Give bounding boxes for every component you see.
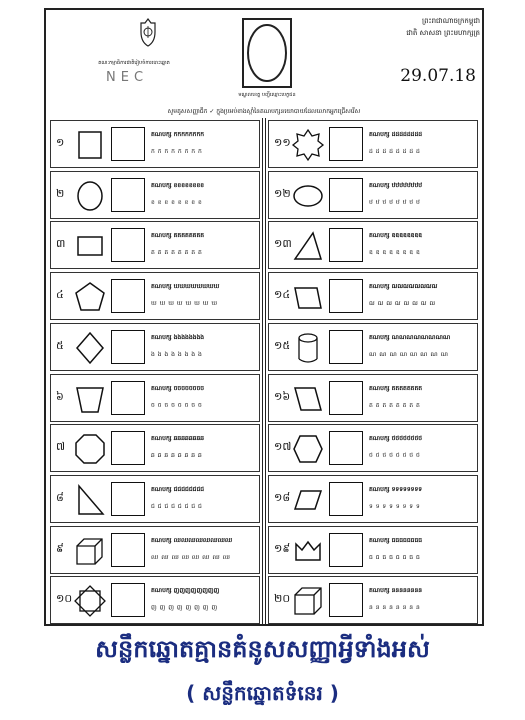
quad-icon — [291, 382, 325, 416]
cell-number: ៥ — [56, 339, 64, 352]
cell-number: ១៩ — [274, 542, 291, 555]
vote-checkbox[interactable] — [329, 583, 363, 617]
vote-checkbox[interactable] — [111, 482, 145, 516]
ballot-cell — [268, 576, 478, 624]
cell-number: ១២ — [274, 187, 291, 200]
parallelogram-icon — [291, 280, 325, 314]
party-name: គណបក្ស ងងងងងងងង — [151, 334, 205, 341]
cell-number: ៣ — [56, 237, 66, 250]
cell-number: ៨ — [56, 491, 64, 504]
ballot-cell — [50, 323, 260, 371]
cell-number: ១៣ — [274, 237, 292, 250]
box3d-icon — [291, 584, 325, 618]
vote-checkbox[interactable] — [111, 279, 145, 313]
vote-checkbox[interactable] — [329, 279, 363, 313]
ballot-cell — [50, 272, 260, 320]
candidate-names: ធ ធ ធ ធ ធ ធ ធ ធ — [369, 554, 421, 561]
cell-number: ៦ — [56, 390, 64, 403]
party-name: គណបក្ស ណណណណណណណណ — [369, 334, 451, 341]
ballot-cell — [50, 120, 260, 168]
column-divider — [262, 118, 266, 626]
candidate-names: ត ត ត ត ត ត ត ត — [369, 402, 421, 409]
vote-checkbox[interactable] — [111, 178, 145, 212]
candidate-names: ឆ ឆ ឆ ឆ ឆ ឆ ឆ ឆ — [151, 452, 203, 459]
candidate-names: ដ ដ ដ ដ ដ ដ ដ ដ — [369, 148, 421, 155]
vote-checkbox[interactable] — [329, 482, 363, 516]
square-icon — [73, 128, 107, 162]
ballot-cell — [268, 120, 478, 168]
candidate-names: ណ ណ ណ ណ ណ ណ ណ ណ — [369, 351, 449, 358]
circle-icon — [73, 179, 107, 213]
party-name: គណបក្ស ទទទទទទទទ — [369, 486, 423, 493]
party-name: គណបក្ស គគគគគគគគ — [151, 232, 205, 239]
cell-number: ១៦ — [274, 390, 291, 403]
candidate-names: គ គ គ គ គ គ គ គ — [151, 249, 203, 256]
ballot-cell — [268, 272, 478, 320]
ballot-cell — [50, 171, 260, 219]
candidate-names: ឍ ឍ ឍ ឍ ឍ ឍ ឍ ឍ — [369, 300, 436, 307]
cell-number: ១៨ — [274, 491, 291, 504]
party-name: គណបក្ស ឈឈឈឈឈឈឈឈ — [151, 537, 233, 544]
candidate-names: ក ក ក ក ក ក ក ក — [151, 148, 203, 155]
candidate-names: ខ ខ ខ ខ ខ ខ ខ ខ — [151, 199, 203, 206]
party-name: គណបក្ស នននននននន — [369, 587, 423, 594]
vote-checkbox[interactable] — [329, 381, 363, 415]
diamond-icon — [73, 331, 107, 365]
cell-number: ២០ — [274, 592, 291, 605]
cube-icon — [73, 534, 107, 568]
cell-number: ២ — [56, 187, 65, 200]
candidate-grid — [46, 118, 482, 626]
vote-checkbox[interactable] — [329, 228, 363, 262]
ballot-cell — [268, 374, 478, 422]
vote-checkbox[interactable] — [329, 330, 363, 364]
candidate-names: ឈ ឈ ឈ ឈ ឈ ឈ ឈ ឈ — [151, 554, 231, 561]
hexagon-icon — [291, 432, 325, 466]
candidate-names: ទ ទ ទ ទ ទ ទ ទ ទ — [369, 503, 421, 510]
vote-checkbox[interactable] — [111, 127, 145, 161]
ballot-cell — [50, 475, 260, 523]
ballot-cell — [268, 424, 478, 472]
party-name: គណបក្ស តតតតតតតត — [369, 385, 423, 392]
ballot-header — [46, 10, 482, 115]
right-triangle-icon — [73, 483, 107, 517]
party-name: គណបក្ស ខខខខខខខខ — [151, 182, 205, 189]
cell-number: ១១ — [274, 136, 291, 149]
cell-number: ១៤ — [274, 288, 291, 301]
candidate-names: ន ន ន ន ន ន ន ន — [369, 604, 421, 611]
ballot-cell — [50, 576, 260, 624]
rectangle-icon — [73, 229, 107, 263]
blank-ballot-title: សន្លឹកឆ្នោតគ្មានគំនូសសញ្ញាអ្វីទាំងអស់ — [95, 635, 430, 663]
election-date: 29.07.18 — [400, 66, 476, 86]
candidate-names: ជ ជ ជ ជ ជ ជ ជ ជ — [151, 503, 203, 510]
cell-number: ៤ — [56, 288, 64, 301]
ballot-cell — [50, 221, 260, 269]
party-name: គណបក្ស ជជជជជជជជ — [151, 486, 205, 493]
ballot-cell — [50, 424, 260, 472]
party-name: គណបក្ស ថថថថថថថថ — [369, 435, 423, 442]
org-abbr: NEC — [106, 70, 149, 85]
cylinder-icon — [291, 331, 325, 365]
kingdom-motto — [346, 15, 480, 39]
party-name: គណបក្ស ឍឍឍឍឍឍឍឍ — [369, 283, 438, 290]
vote-checkbox[interactable] — [329, 431, 363, 465]
instruction-text: សូមគូសសញ្ញាធីក ✓ ក្នុងប្រអប់ខាងស្តាំនៃគណបក្សនយោបាយដែលលោកអ្នកជ្រើសរើស — [167, 108, 361, 115]
cell-number: ៧ — [56, 440, 66, 453]
cell-number: ១ — [56, 136, 65, 149]
cell-number: ១០ — [56, 592, 73, 605]
vote-checkbox[interactable] — [329, 178, 363, 212]
party-name: គណបក្ស ឆឆឆឆឆឆឆឆ — [151, 435, 205, 442]
kingdom-line-2: ជាតិ សាសនា ព្រះមហាក្សត្រ — [406, 29, 480, 37]
ballot-cell — [268, 323, 478, 371]
nec-emblem-icon — [136, 18, 160, 48]
cell-number: ១៧ — [274, 440, 292, 453]
candidate-names: ង ង ង ង ង ង ង ង — [151, 351, 203, 358]
party-name: គណបក្ស ឌឌឌឌឌឌឌឌ — [369, 232, 423, 239]
trapezoid-icon — [73, 382, 107, 416]
vote-checkbox[interactable] — [329, 533, 363, 567]
octagon-icon — [73, 432, 107, 466]
org-name: គណៈកម្មាធិការជាតិរៀបចំការបោះឆ្នោត — [98, 60, 170, 66]
candidate-names: ឋ ឋ ឋ ឋ ឋ ឋ ឋ ឋ — [369, 199, 421, 206]
party-name: គណបក្ស កកកកកកកក — [151, 131, 205, 138]
party-name: គណបក្ស ញញញញញញញញ — [151, 587, 220, 594]
party-name: គណបក្ស ឃឃឃឃឃឃឃឃ — [151, 283, 220, 290]
seal-icon — [242, 18, 292, 88]
candidate-names: ឃ ឃ ឃ ឃ ឃ ឃ ឃ ឃ — [151, 300, 218, 307]
candidate-names: ថ ថ ថ ថ ថ ថ ថ ថ — [369, 452, 421, 459]
vote-checkbox[interactable] — [111, 381, 145, 415]
candidate-names: ញ ញ ញ ញ ញ ញ ញ ញ — [151, 604, 218, 611]
vote-checkbox[interactable] — [329, 127, 363, 161]
crown-icon — [291, 534, 325, 568]
party-name: គណបក្ស ឋឋឋឋឋឋឋឋ — [369, 182, 423, 189]
vote-checkbox[interactable] — [111, 228, 145, 262]
ballot-cell — [268, 475, 478, 523]
ballot-cell — [268, 526, 478, 574]
vote-checkbox[interactable] — [111, 330, 145, 364]
vote-checkbox[interactable] — [111, 431, 145, 465]
vote-checkbox[interactable] — [111, 533, 145, 567]
party-name: គណបក្ស ចចចចចចចច — [151, 385, 205, 392]
candidate-names: ឌ ឌ ឌ ឌ ឌ ឌ ឌ ឌ — [369, 249, 421, 256]
seal-caption: មណ្ឌលខេត្ត បញ្ជីឈ្មោះបេក្ខជន — [238, 92, 296, 98]
kingdom-line-1: ព្រះរាជាណាចក្រកម្ពុជា — [421, 17, 480, 25]
party-name: គណបក្ស ធធធធធធធធ — [369, 537, 423, 544]
ballot-cell — [50, 374, 260, 422]
candidate-names: ច ច ច ច ច ច ច ច — [151, 402, 203, 409]
cell-number: ១៥ — [274, 339, 291, 352]
ballot-sheet — [44, 8, 484, 626]
star-burst-icon — [291, 128, 325, 162]
star-square-icon — [73, 584, 107, 618]
ballot-cell — [268, 171, 478, 219]
ballot-cell — [268, 221, 478, 269]
ballot-cell — [50, 526, 260, 574]
rhombus-icon — [291, 483, 325, 517]
ellipse-icon — [291, 179, 325, 213]
vote-checkbox[interactable] — [111, 583, 145, 617]
cell-number: ៩ — [56, 542, 64, 555]
pentagon-icon — [73, 280, 107, 314]
blank-ballot-subtitle: ( សន្លឹកឆ្នោតទំនេរ ) — [186, 681, 339, 705]
party-name: គណបក្ស ដដដដដដដដ — [369, 131, 423, 138]
triangle-icon — [291, 229, 325, 263]
